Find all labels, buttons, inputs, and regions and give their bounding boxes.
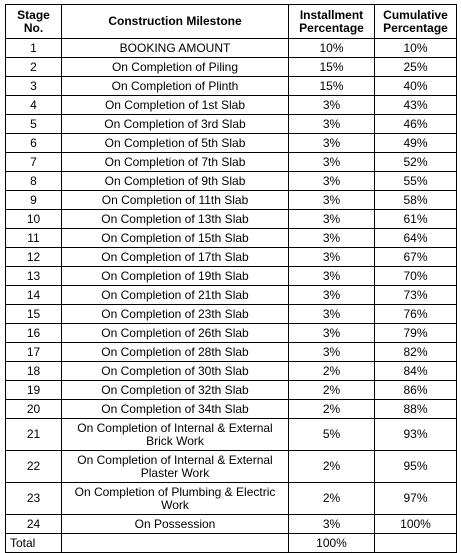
- table-row: [6, 39, 457, 58]
- cell-installment: 3%: [289, 324, 375, 343]
- table-row: [6, 58, 457, 77]
- payment-plan-table-wrapper: [5, 4, 457, 553]
- table-row: [6, 362, 457, 381]
- cell-installment: 3%: [289, 153, 375, 172]
- cell-milestone: On Completion of Plumbing & Electric Work: [62, 483, 289, 515]
- cell-cumulative: 82%: [375, 343, 457, 362]
- cell-cumulative: 52%: [375, 153, 457, 172]
- cell-stage: 11: [6, 229, 62, 248]
- cell-installment: 2%: [289, 362, 375, 381]
- cell-installment: 2%: [289, 451, 375, 483]
- header-milestone: Construction Milestone: [62, 5, 289, 39]
- cell-installment: 15%: [289, 77, 375, 96]
- cell-cumulative: 25%: [375, 58, 457, 77]
- cell-stage: 5: [6, 115, 62, 134]
- cell-installment: 3%: [289, 96, 375, 115]
- table-row: [6, 324, 457, 343]
- cell-installment: 2%: [289, 483, 375, 515]
- cell-milestone: On Completion of 34th Slab: [62, 400, 289, 419]
- cell-cumulative: 79%: [375, 324, 457, 343]
- header-installment: Installment Percentage: [289, 5, 375, 39]
- cell-installment: 3%: [289, 515, 375, 534]
- cell-milestone: On Completion of 32th Slab: [62, 381, 289, 400]
- cell-stage: 3: [6, 77, 62, 96]
- cell-stage: 18: [6, 362, 62, 381]
- payment-plan-table: [5, 4, 457, 553]
- cell-installment: 2%: [289, 381, 375, 400]
- table-header-row: [6, 5, 457, 39]
- total-label: Total: [6, 534, 62, 553]
- cell-installment: 3%: [289, 229, 375, 248]
- cell-installment: 3%: [289, 115, 375, 134]
- table-row: [6, 172, 457, 191]
- cell-milestone: BOOKING AMOUNT: [62, 39, 289, 58]
- table-row: [6, 134, 457, 153]
- table-row: [6, 229, 457, 248]
- cell-milestone: On Completion of 5th Slab: [62, 134, 289, 153]
- cell-stage: 14: [6, 286, 62, 305]
- table-row: [6, 451, 457, 483]
- cell-cumulative: 10%: [375, 39, 457, 58]
- table-row: [6, 400, 457, 419]
- cell-installment: 3%: [289, 210, 375, 229]
- cell-cumulative: 64%: [375, 229, 457, 248]
- cell-cumulative: 93%: [375, 419, 457, 451]
- cell-installment: 3%: [289, 343, 375, 362]
- table-row: [6, 419, 457, 451]
- cell-milestone: On Completion of 26th Slab: [62, 324, 289, 343]
- cell-stage: 20: [6, 400, 62, 419]
- total-row: [6, 534, 457, 553]
- table-body: [6, 39, 457, 534]
- cell-milestone: On Possession: [62, 515, 289, 534]
- cell-cumulative: 55%: [375, 172, 457, 191]
- cell-cumulative: 76%: [375, 305, 457, 324]
- cell-cumulative: 100%: [375, 515, 457, 534]
- cell-stage: 8: [6, 172, 62, 191]
- cell-stage: 4: [6, 96, 62, 115]
- cell-installment: 15%: [289, 58, 375, 77]
- cell-milestone: On Completion of 19th Slab: [62, 267, 289, 286]
- cell-installment: 5%: [289, 419, 375, 451]
- cell-cumulative: 61%: [375, 210, 457, 229]
- header-stage: Stage No.: [6, 5, 62, 39]
- cell-cumulative: 58%: [375, 191, 457, 210]
- cell-cumulative: 40%: [375, 77, 457, 96]
- cell-milestone: On Completion of 23th Slab: [62, 305, 289, 324]
- cell-installment: 3%: [289, 248, 375, 267]
- cell-milestone: On Completion of 13th Slab: [62, 210, 289, 229]
- table-row: [6, 77, 457, 96]
- cell-cumulative: 67%: [375, 248, 457, 267]
- table-row: [6, 267, 457, 286]
- cell-milestone: On Completion of 21th Slab: [62, 286, 289, 305]
- table-row: [6, 483, 457, 515]
- cell-milestone: On Completion of Internal & External Brick Work: [62, 419, 289, 451]
- cell-stage: 10: [6, 210, 62, 229]
- cell-milestone: On Completion of 3rd Slab: [62, 115, 289, 134]
- cell-milestone: On Completion of 11th Slab: [62, 191, 289, 210]
- cell-cumulative: 84%: [375, 362, 457, 381]
- table-row: [6, 515, 457, 534]
- cell-stage: 15: [6, 305, 62, 324]
- table-row: [6, 286, 457, 305]
- cell-cumulative: 95%: [375, 451, 457, 483]
- cell-installment: 3%: [289, 305, 375, 324]
- cell-cumulative: 86%: [375, 381, 457, 400]
- table-row: [6, 153, 457, 172]
- cell-stage: 19: [6, 381, 62, 400]
- cell-stage: 9: [6, 191, 62, 210]
- table-row: [6, 381, 457, 400]
- cell-cumulative: 70%: [375, 267, 457, 286]
- cell-cumulative: 97%: [375, 483, 457, 515]
- cell-stage: 2: [6, 58, 62, 77]
- cell-stage: 21: [6, 419, 62, 451]
- cell-stage: 23: [6, 483, 62, 515]
- cell-cumulative: 88%: [375, 400, 457, 419]
- cell-stage: 17: [6, 343, 62, 362]
- cell-stage: 7: [6, 153, 62, 172]
- cell-stage: 6: [6, 134, 62, 153]
- table-row: [6, 96, 457, 115]
- cell-stage: 24: [6, 515, 62, 534]
- cell-installment: 2%: [289, 400, 375, 419]
- table-row: [6, 248, 457, 267]
- cell-milestone: On Completion of 17th Slab: [62, 248, 289, 267]
- cell-milestone: On Completion of 28th Slab: [62, 343, 289, 362]
- cell-cumulative: 49%: [375, 134, 457, 153]
- cell-milestone: On Completion of 1st Slab: [62, 96, 289, 115]
- cell-milestone: On Completion of Piling: [62, 58, 289, 77]
- cell-milestone: On Completion of 7th Slab: [62, 153, 289, 172]
- cell-milestone: On Completion of 15th Slab: [62, 229, 289, 248]
- cell-installment: 3%: [289, 172, 375, 191]
- cell-cumulative: 43%: [375, 96, 457, 115]
- cell-installment: 3%: [289, 191, 375, 210]
- total-cumulative-empty: [375, 534, 457, 553]
- header-cumulative: Cumulative Percentage: [375, 5, 457, 39]
- table-row: [6, 191, 457, 210]
- cell-milestone: On Completion of Internal & External Plaster Work: [62, 451, 289, 483]
- cell-stage: 22: [6, 451, 62, 483]
- table-row: [6, 115, 457, 134]
- cell-installment: 3%: [289, 286, 375, 305]
- cell-stage: 1: [6, 39, 62, 58]
- cell-installment: 10%: [289, 39, 375, 58]
- cell-installment: 3%: [289, 267, 375, 286]
- table-row: [6, 305, 457, 324]
- table-row: [6, 210, 457, 229]
- total-installment: 100%: [289, 534, 375, 553]
- cell-stage: 12: [6, 248, 62, 267]
- table-row: [6, 343, 457, 362]
- cell-stage: 13: [6, 267, 62, 286]
- cell-milestone: On Completion of 30th Slab: [62, 362, 289, 381]
- cell-milestone: On Completion of Plinth: [62, 77, 289, 96]
- cell-milestone: On Completion of 9th Slab: [62, 172, 289, 191]
- cell-cumulative: 73%: [375, 286, 457, 305]
- cell-installment: 3%: [289, 134, 375, 153]
- cell-stage: 16: [6, 324, 62, 343]
- total-milestone-empty: [62, 534, 289, 553]
- cell-cumulative: 46%: [375, 115, 457, 134]
